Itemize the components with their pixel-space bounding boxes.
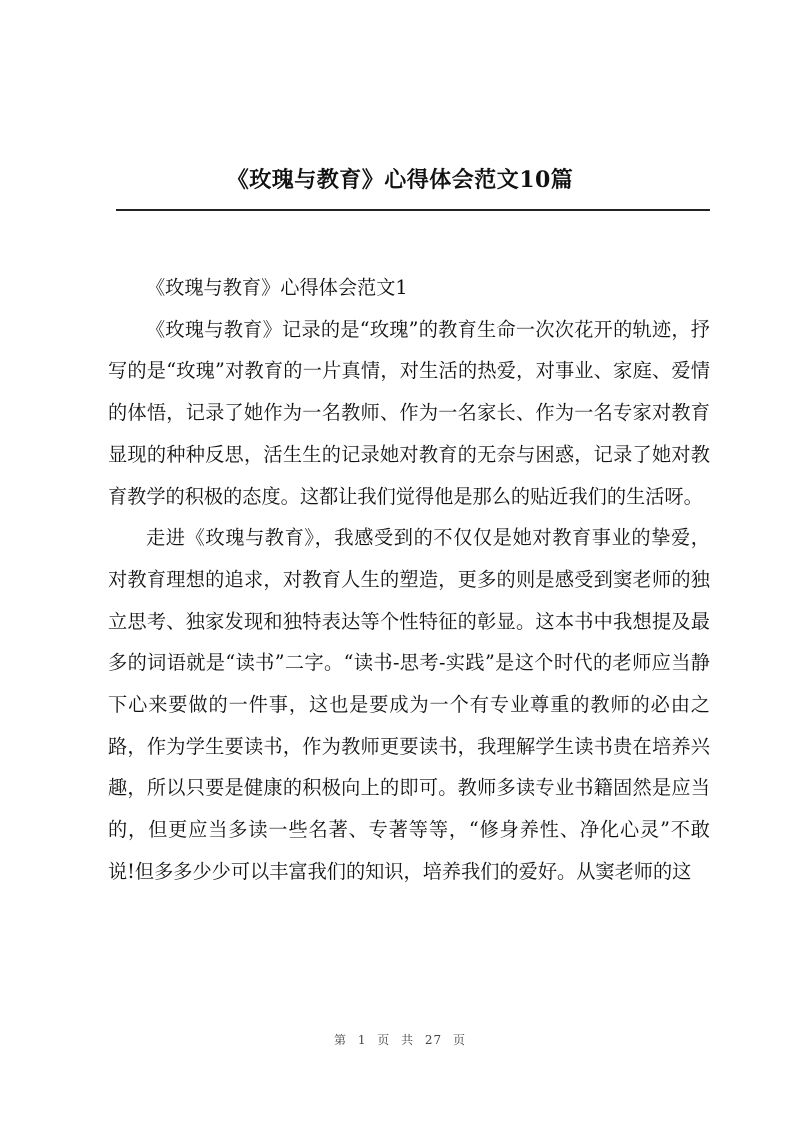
- page-footer: 第 1 页 共 27 页: [334, 1033, 466, 1047]
- document-title: 《玫瑰与教育》心得体会范文10篇: [226, 167, 574, 193]
- title-underline: [116, 209, 710, 211]
- paragraph-2: 走进《玫瑰与教育》，我感受到的不仅仅是她对教育事业的挚爱，对教育理想的追求，对教育人生的塑造，更多的则是感受到窦老师的独立思考、独家发现和独特表达等个性特征的彰显。这本书中我想提及最多的词语就是“读书”二字。“读书-思考-实践”是这个时代的老师应当静下心来要做的一件事，这也是要成为一个有专业尊重的教师的必由之路，作为学生要读书，作为教师更要读书，我理解学生读书贵在培养兴趣，所以只要是健康的积极向上的即可。教师多读专业书籍固然是应当的，但更应当多读一些名著、专著等等，“修身养性、净化心灵”不敢说!但多多少少可以丰富我们的知识，培养我们的爱好。从窦老师的这: [108, 526, 710, 883]
- section-heading: 《玫瑰与教育》心得体会范文1: [146, 276, 408, 299]
- paragraph-1: 《玫瑰与教育》记录的是“玫瑰”的教育生命一次次花开的轨迹，抒写的是“玫瑰”对教育的一片真情，对生活的热爱，对事业、家庭、爱情的体悟，记录了她作为一名教师、作为一名家长、作为一名专家对教育显现的种种反思，活生生的记录她对教育的无奈与困惑，记录了她对教育教学的积极的态度。这都让我们觉得他是那么的贴近我们的生活呀。: [108, 317, 710, 508]
- document-body: [108, 267, 710, 893]
